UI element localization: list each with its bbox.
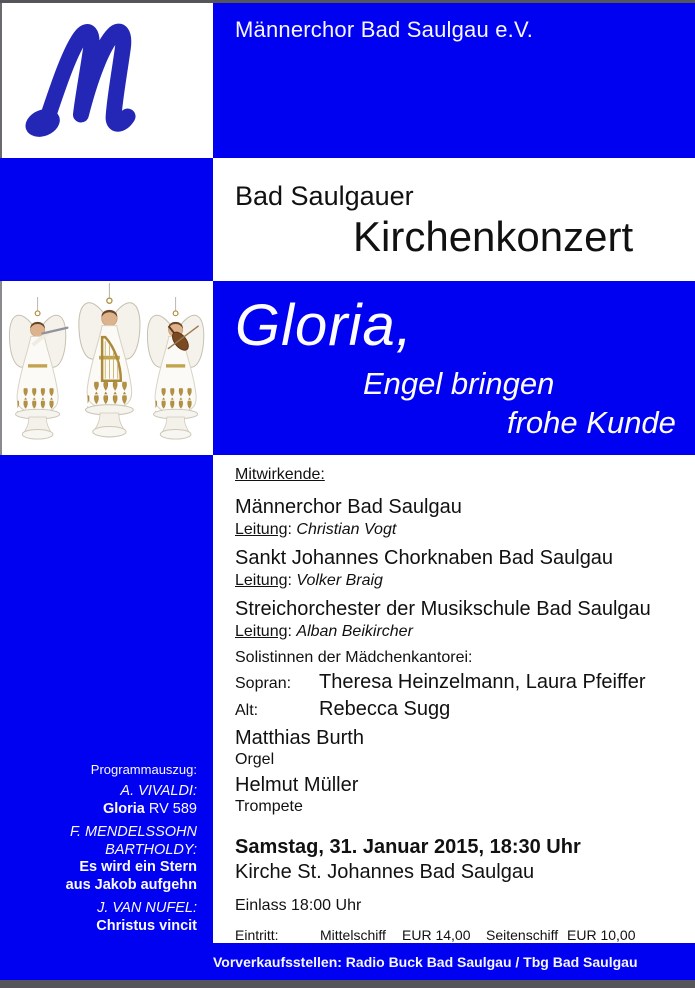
blue-block — [0, 158, 213, 281]
angels-icon — [2, 281, 213, 455]
soloist-row — [235, 670, 695, 696]
logo-box — [0, 3, 213, 158]
voice-label: Alt: — [235, 702, 259, 719]
gloria-subtitle-1: Engel bringen — [363, 366, 555, 401]
performers-heading: Mitwirkende: — [235, 466, 325, 483]
conductor-name: Alban Beikircher — [296, 623, 413, 640]
conductor-line — [235, 622, 695, 642]
program-work — [103, 801, 197, 819]
title-city: Bad Saulgauer — [235, 181, 414, 211]
leitung-separator: : — [287, 572, 297, 589]
soloists-heading: Solistinnen der Mädchenkantorei: — [235, 649, 473, 666]
program-heading: Programmauszug: — [90, 762, 197, 777]
program-composer: A. VIVALDI: — [120, 783, 197, 799]
presale-bar — [0, 943, 695, 980]
angel-figurines-photo — [0, 281, 213, 455]
leitung-label: Leitung — [235, 521, 288, 538]
price-section-2: Seitenschiff — [486, 927, 559, 943]
musical-m-logo-icon — [14, 11, 202, 151]
voice-label: Sopran: — [235, 675, 292, 692]
event-details — [235, 835, 695, 943]
price-section-1: Mittelschiff — [320, 927, 386, 943]
header-row — [0, 3, 695, 158]
presale-text: Vorverkaufsstellen: Radio Buck Bad Saulgau / Tbg Bad Saulgau — [213, 953, 638, 970]
program-work: Es wird ein Stern — [79, 859, 197, 875]
conductor-line — [235, 520, 695, 540]
leitung-label: Leitung — [235, 572, 288, 589]
org-name-band — [213, 3, 695, 158]
program-work: aus Jakob aufgehn — [65, 876, 197, 893]
title-main: Kirchenkonzert — [353, 213, 634, 260]
conductor-name: Christian Vogt — [296, 521, 397, 538]
musician-name: Matthias Burth — [235, 727, 364, 749]
title-row — [0, 158, 695, 281]
conductor-line — [235, 571, 695, 591]
soloist-row — [235, 697, 695, 723]
ensemble-name: Sankt Johannes Chorknaben Bad Saulgau — [235, 547, 614, 569]
page-bottom-edge — [0, 980, 695, 988]
gloria-row — [0, 281, 695, 455]
ensemble-name: Männerchor Bad Saulgau — [235, 496, 462, 518]
details-row — [0, 455, 695, 943]
program-column — [0, 455, 213, 943]
performers-panel — [213, 455, 695, 943]
musician-name: Helmut Müller — [235, 774, 359, 796]
gloria-subtitle-2: frohe Kunde — [507, 405, 676, 440]
price-row — [235, 927, 695, 943]
musician-instrument: Orgel — [235, 751, 275, 768]
leitung-label: Leitung — [235, 623, 288, 640]
program-composer: J. VAN NUFEL: — [97, 900, 197, 916]
price-label: Eintritt: — [235, 927, 279, 943]
musician-instrument: Trompete — [235, 798, 303, 815]
gloria-title: Gloria, — [235, 293, 413, 358]
work-title: Gloria — [102, 800, 145, 817]
ensemble-name: Streichorchester der Musikschule Bad Saulgau — [235, 598, 651, 620]
event-venue: Kirche St. Johannes Bad Saulgau — [235, 861, 535, 883]
gloria-band — [213, 281, 695, 455]
work-catalog: RV 589 — [144, 800, 197, 817]
event-date: Samstag, 31. Januar 2015, 18:30 Uhr — [235, 836, 581, 858]
leitung-separator: : — [287, 623, 297, 640]
price-value-2: EUR 10,00 — [567, 927, 636, 943]
soloist-names: Theresa Heinzelmann, Laura Pfeiffer — [319, 671, 646, 693]
program-work: Christus vincit — [96, 917, 197, 934]
program-composer: F. MENDELSSOHN — [69, 824, 197, 840]
soloist-names: Rebecca Sugg — [319, 698, 451, 720]
program-composer: BARTHOLDY: — [105, 841, 197, 858]
conductor-name: Volker Braig — [296, 572, 383, 589]
admission-time: Einlass 18:00 Uhr — [235, 897, 362, 914]
leitung-separator: : — [287, 521, 297, 538]
price-value-1: EUR 14,00 — [402, 927, 471, 943]
org-name: Männerchor Bad Saulgau e.V. — [235, 17, 534, 42]
title-box — [213, 158, 695, 281]
